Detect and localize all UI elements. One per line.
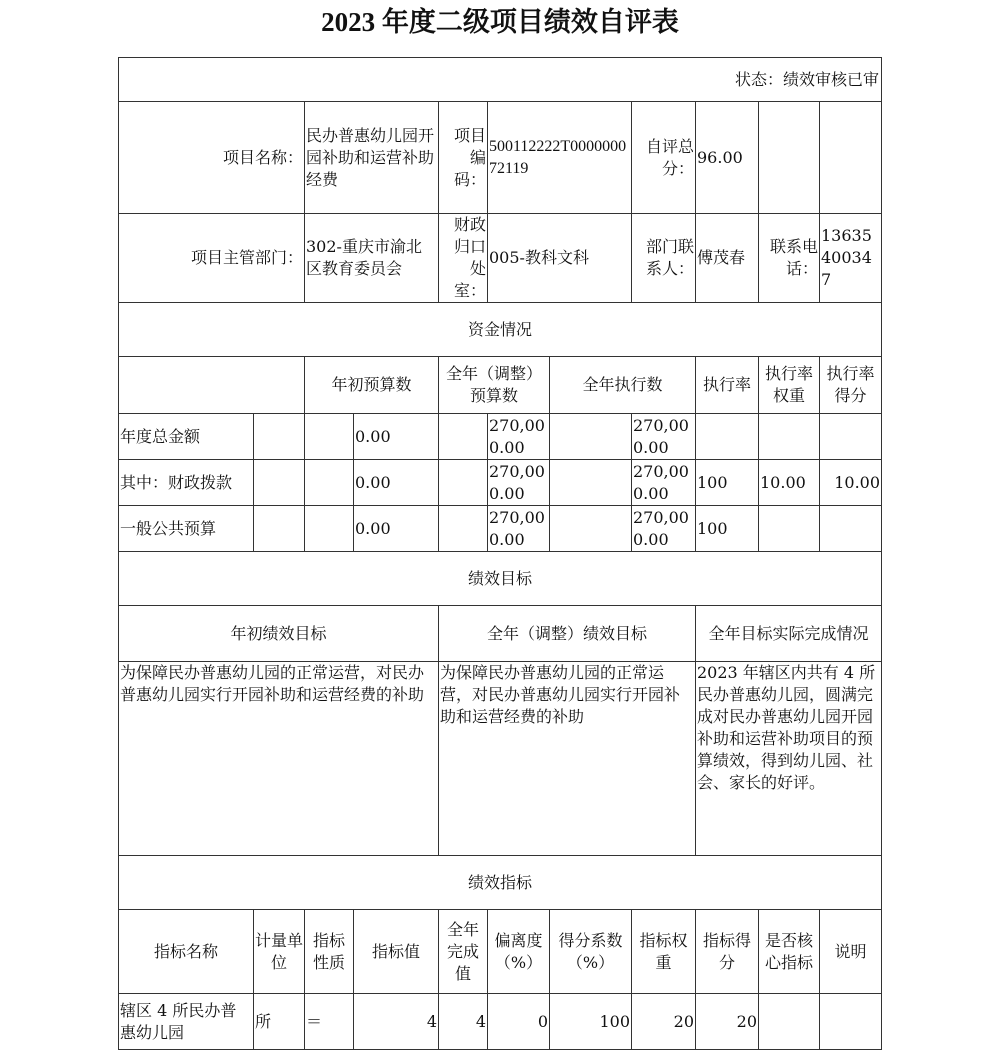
indicator-header: 指标名称 [119,910,254,994]
empty-cell [759,102,820,214]
funds-adjusted: 270,000.00 [488,506,550,552]
page-title: 2023 年度二级项目绩效自评表 [321,7,679,37]
indicator-nature: ＝ [305,994,354,1050]
empty-cell [550,414,632,460]
empty-cell [550,506,632,552]
funds-initial: 0.00 [354,414,439,460]
funds-header: 执行率得分 [820,357,882,414]
funds-row [119,414,882,460]
indicator-name: 辖区 4 所民办普惠幼儿园 [119,994,254,1050]
funds-header: 全年（调整）预算数 [439,357,550,414]
funds-weight: 10.00 [759,460,820,506]
funds-rate: 100 [696,506,759,552]
funds-executed: 270,000.00 [632,460,696,506]
empty-cell [305,506,354,552]
score-label: 自评总分： [632,102,696,214]
funds-header: 年初预算数 [305,357,439,414]
funds-header: 执行率 [696,357,759,414]
empty-cell [305,414,354,460]
indicator-header: 指标权重 [632,910,696,994]
funds-score [820,506,882,552]
indicator-row [119,994,882,1050]
indicator-target: 4 [354,994,439,1050]
goals-header: 全年（调整）绩效目标 [439,606,696,662]
funds-score [820,414,882,460]
empty-cell [254,460,305,506]
indicator-header: 偏离度（%） [488,910,550,994]
funds-weight [759,414,820,460]
empty-cell [439,414,488,460]
funds-row-label: 一般公共预算 [119,506,254,552]
score-value: 96.00 [696,102,759,214]
goals-header: 年初绩效目标 [119,606,439,662]
empty-cell [439,460,488,506]
funds-header: 执行率权重 [759,357,820,414]
finance-label: 财政归口处室： [439,214,488,303]
empty-cell [820,102,882,214]
indicator-score: 20 [696,994,759,1050]
evaluation-table [118,57,882,1050]
indicator-core [759,994,820,1050]
project-name-value: 民办普惠幼儿园开园补助和运营补助经费 [305,102,439,214]
funds-rate [696,414,759,460]
funds-row [119,460,882,506]
indicator-header: 指标得分 [696,910,759,994]
goal-initial-text: 为保障民办普惠幼儿园的正常运营，对民办普惠幼儿园实行开园补助和运营经费的补助 [119,662,439,856]
indicator-weight: 20 [632,994,696,1050]
goals-header: 全年目标实际完成情况 [696,606,882,662]
empty-cell [254,414,305,460]
goal-adjusted-text: 为保障民办普惠幼儿园的正常运营，对民办普惠幼儿园实行开园补助和运营经费的补助 [439,662,696,856]
empty-cell [550,460,632,506]
dept-value: 302-重庆市渝北区教育委员会 [305,214,439,303]
funds-initial: 0.00 [354,460,439,506]
funds-rate: 100 [696,460,759,506]
indicator-unit: 所 [254,994,305,1050]
empty-cell [305,460,354,506]
funds-adjusted: 270,000.00 [488,414,550,460]
funds-executed: 270,000.00 [632,414,696,460]
empty-cell [254,506,305,552]
project-code-value: 500112222T000000072119 [488,102,632,214]
status-text: 状态：绩效审核已审 [119,58,882,102]
goals-section-title: 绩效目标 [119,552,882,606]
funds-row-label: 年度总金额 [119,414,254,460]
funds-header: 全年执行数 [550,357,696,414]
indicator-actual: 4 [439,994,488,1050]
indicator-coef: 100 [550,994,632,1050]
indicator-header: 全年完成值 [439,910,488,994]
empty-cell [439,506,488,552]
indicator-header: 指标性质 [305,910,354,994]
indicator-header: 计量单位 [254,910,305,994]
goal-actual-text: 2023 年辖区内共有 4 所民办普惠幼儿园，圆满完成对民办普惠幼儿园开园补助和运营补助项目的预算绩效，得到幼儿园、社会、家长的好评。 [696,662,882,856]
finance-value: 005-教科文科 [488,214,632,303]
funds-weight [759,506,820,552]
project-code-label: 项目编码： [439,102,488,214]
funds-executed: 270,000.00 [632,506,696,552]
indicators-section-title: 绩效指标 [119,856,882,910]
indicator-note [820,994,882,1050]
empty-cell [119,357,305,414]
phone-label: 联系电话： [759,214,820,303]
contact-label: 部门联系人： [632,214,696,303]
funds-score: 10.00 [820,460,882,506]
indicator-header: 得分系数（%） [550,910,632,994]
funds-section-title: 资金情况 [119,303,882,357]
indicator-header: 是否核心指标 [759,910,820,994]
phone-value: 13635400347 [820,214,882,303]
project-name-label: 项目名称： [119,102,305,214]
indicator-header: 说明 [820,910,882,994]
funds-row-label: 其中：财政拨款 [119,460,254,506]
funds-adjusted: 270,000.00 [488,460,550,506]
funds-initial: 0.00 [354,506,439,552]
dept-label: 项目主管部门： [119,214,305,303]
funds-row [119,506,882,552]
indicator-deviation: 0 [488,994,550,1050]
indicator-header: 指标值 [354,910,439,994]
contact-value: 傅茂春 [696,214,759,303]
